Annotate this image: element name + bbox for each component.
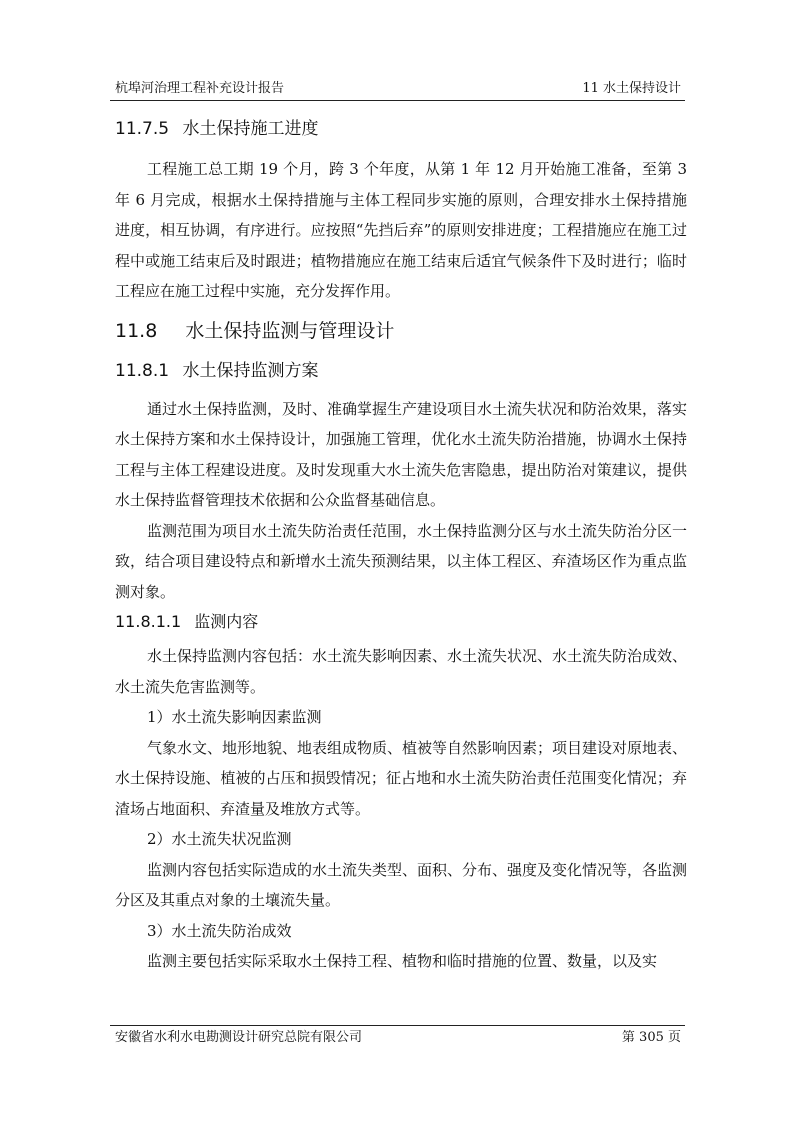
header-document-title: 杭埠河治理工程补充设计报告 [115,81,285,96]
section-number: 11.8 [115,319,158,342]
section-number: 11.7.5 [115,119,170,139]
section-number: 11.8.1.1 [115,612,182,631]
section-heading-11-8 [115,317,687,345]
section-heading-11-7-5 [115,116,687,142]
page-body [115,116,687,977]
section-title: 水土保持监测与管理设计 [185,319,395,342]
list-heading: 2）水土流失状况监测 [147,830,292,848]
header-chapter-title: 11 水土保持设计 [582,81,681,96]
list-heading: 3）水土流失防治成效 [147,921,292,940]
footer-page-number: 第 305 页 [621,1030,681,1045]
section-title: 水土保持监测方案 [182,360,319,381]
section-title: 水土保持施工进度 [182,119,319,139]
paragraph: 水土保持监测内容包括：水土流失影响因素、水土流失状况、水土流失防治成效、水土流失危害监测等。 [115,647,688,696]
paragraph: 监测内容包括实际造成的水土流失类型、面积、分布、强度及变化情况等，各监测分区及其重点对象的土壤流失量。 [115,860,688,909]
page-footer [110,1025,685,1048]
footer-organization: 安徽省水利水电勘测设计研究总院有限公司 [115,1030,363,1045]
section-heading-11-8-1-1 [115,609,687,635]
paragraph: 监测主要包括实际采取水土保持工程、植物和临时措施的位置、数量，以及实 [147,952,658,970]
paragraph: 气象水文、地形地貌、地表组成物质、植被等自然影响因素；项目建设对原地表、水土保持设施、植被的占压和损毁情况；征占地和水土流失防治责任范围变化情况；弃渣场占地面积、弃渣量及堆放方式等。 [115,738,688,818]
paragraph: 工程施工总工期 19 个月，跨 3 个年度，从第 1 年 12 月开始施工准备，至第 3 年 6 月完成，根据水土保持措施与主体工程同步实施的原则，合理安排水土保持措施进度，相互协调，有序进行。应按照“先挡后弃”的原则安排进度；工程措施应在施工过程中或施工结束后及时跟进；植物措施应在施工结束后适宜气候条件下及时进行；临时工程应在施工过程中实施，充分发挥作用。 [115,160,687,300]
list-heading: 1）水土流失影响因素监测 [147,708,322,726]
paragraph: 通过水土保持监测，及时、准确掌握生产建设项目水土流失状况和防治效果，落实水土保持方案和水土保持设计，加强施工管理，优化水土流失防治措施，协调水土保持工程与主体工程建设进度。及时发现重大水土流失危害隐患，提出防治对策建议，提供水土保持监督管理技术依据和公众监督基础信息。 [115,399,688,509]
page-header [110,78,685,101]
section-heading-11-8-1 [115,358,687,384]
section-title: 监测内容 [194,612,259,631]
section-number: 11.8.1 [115,360,170,381]
paragraph: 监测范围为项目水土流失防治责任范围，水土保持监测分区与水土流失防治分区一致，结合项目建设特点和新增水土流失预测结果，以主体工程区、弃渣场区作为重点监测对象。 [115,521,688,601]
